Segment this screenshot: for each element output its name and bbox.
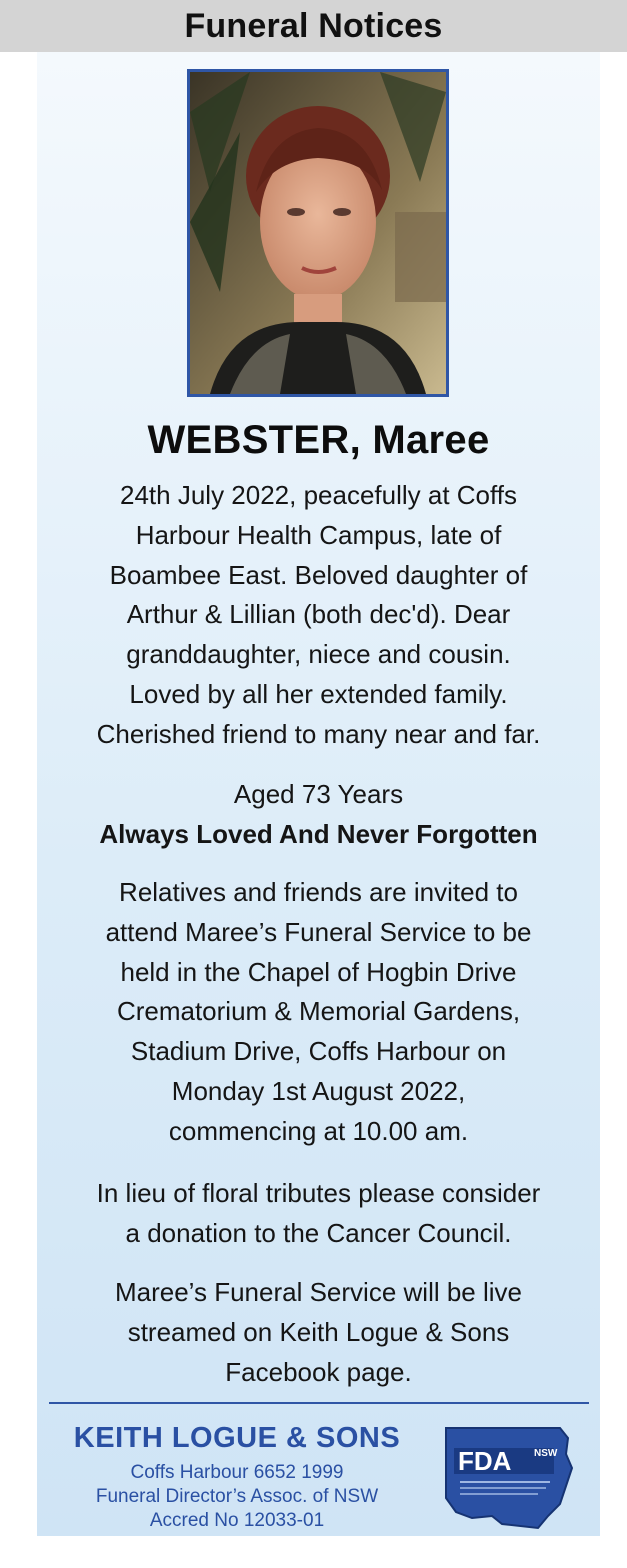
text-line: Harbour Health Campus, late of <box>135 519 502 550</box>
text-line: granddaughter, niece and cousin. <box>126 639 511 670</box>
age-line: Aged 73 Years <box>233 779 404 809</box>
notice-paragraph-3 <box>37 1174 600 1254</box>
fda-nsw-logo-icon <box>442 1424 574 1532</box>
director-accreditation: Accred No 12033-01 <box>149 1510 325 1531</box>
logo-text: FDA <box>458 1446 512 1476</box>
text-line: Monday 1st August 2022, <box>171 1075 466 1106</box>
text-line: Facebook page. <box>225 1356 412 1387</box>
motto-line: Always Loved And Never Forgotten <box>99 818 538 849</box>
text-line: Maree’s Funeral Service will be live <box>114 1277 522 1307</box>
text-line: Loved by all her extended family. <box>129 678 508 709</box>
text-line: attend Maree’s Funeral Service to be <box>105 916 532 947</box>
notice-paragraph-4 <box>37 1273 600 1392</box>
text-line: a donation to the Cancer Council. <box>125 1217 512 1248</box>
text-line: Boambee East. Beloved daughter of <box>109 559 528 590</box>
notice-paragraph-2 <box>37 873 600 1152</box>
divider-rule <box>49 1402 589 1404</box>
portrait-photo <box>187 69 449 397</box>
text-line: streamed on Keith Logue & Sons <box>127 1316 510 1347</box>
director-phone: Coffs Harbour 6652 1999 <box>130 1462 344 1483</box>
text-line: held in the Chapel of Hogbin Drive <box>120 956 517 987</box>
text-line: Stadium Drive, Coffs Harbour on <box>130 1036 507 1067</box>
header-bar <box>0 0 627 52</box>
text-line: Cherished friend to many near and far. <box>96 718 541 749</box>
text-line: In lieu of floral tributes please consider <box>96 1178 541 1208</box>
director-name: KEITH LOGUE & SONS <box>73 1422 401 1454</box>
funeral-notice <box>37 52 600 1536</box>
director-association: Funeral Director’s Assoc. of NSW <box>95 1486 379 1507</box>
text-line: Arthur & Lillian (both dec'd). Dear <box>126 599 511 630</box>
text-line: Relatives and friends are invited to <box>119 877 518 907</box>
text-line: Crematorium & Memorial Gardens, <box>116 996 521 1027</box>
notice-paragraph-1 <box>37 476 600 755</box>
page-title: Funeral Notices <box>184 6 443 45</box>
deceased-name: WEBSTER, Maree <box>147 418 490 462</box>
funeral-director-footer <box>37 1408 600 1568</box>
text-line: 24th July 2022, peacefully at Coffs <box>120 480 517 510</box>
logo-state: NSW <box>534 1448 558 1459</box>
notice-age-block <box>37 775 600 855</box>
text-line: commencing at 10.00 am. <box>168 1115 469 1146</box>
